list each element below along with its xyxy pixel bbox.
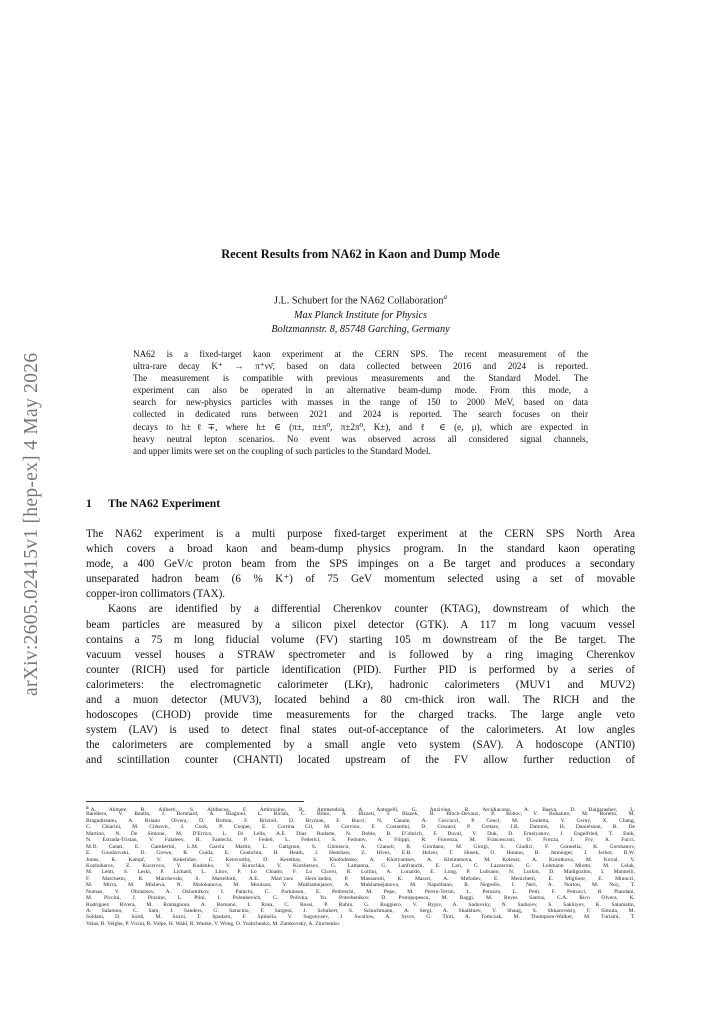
footnote-line: Jones, K. Kampf, V. Kekelidze, C. Kenworthy, D. Kereibay, S. Kholodenko, A. Khotyantsev, A. Kleimenova, M. Kolesar, A. Korotkova, M. Koval, V. (86, 856, 635, 863)
abstract-line: heavy neutral lepton scenarios. No event was observed across all considered signal channels, (133, 433, 588, 444)
footnote-marker: a (86, 805, 89, 811)
footnote-line: Kozhuharov, Z. Kucerova, Y. Kudenko, V. Kurochka, V. Kurshetsov, G. Lamanna, G. Lanfranchi, E. Lari, C. Lazzeroni, G. Lehmann Miotto, M. Lelak, (86, 862, 635, 869)
footnote-line: Numao, V. Obraztsov, A. Okhotnikov, I. Panichi, C. Parkinson, E. Pedreschi, M. Pepe, M. Perrin-Terrin, L. Peruzzo, L. Petit, F. Petrucci, R. Piandani, (86, 888, 635, 895)
body-text (86, 527, 635, 769)
body-line: which covers a broad kaon and beam-dump physics program. In the standard kaon operating (86, 543, 635, 556)
body-line: beam particles are measured by a silicon pixel detector (GTK). A 117 m long vacuum vessel (86, 618, 635, 631)
body-line: vacuum vessel houses a STRAW spectrometer and is followed by a ring imaging Cherenkov (86, 648, 635, 661)
footnote-line: C. Chiarini, M. Cirkovic, J. Cook, P. Cooper, E. Cortina Gil, M. Corvino, F. Costantini, D. Coward, P. Cretaro, J.B. Dainton, H. Danielsson, B. De (86, 824, 635, 831)
body-line: hodoscopes (CHOD) provide time measurements for the charged tracks. The large angle veto (86, 709, 635, 722)
footnote-line: Bragadireanu, A. Briano Olvera, D. Britton, F. Brizioli, D. Bryman, F. Bucci, N. Canale, A. Ceccucci, P. Cenci, M. Ceoletta, V. Cerny, X. Chang, (86, 817, 635, 824)
footnote-line: Soldani, D. Soldi, M. Sozzi, T. Spadaro, F. Spinella, V. Sugonyaev, J. Swallow, A. Sytov, G. Tinti, A. Tomczak, M. Thompson-Walker, M. Turisini, T. (86, 914, 635, 921)
body-line: copper-iron collimators (TAX). (86, 588, 226, 601)
body-line: system (LAV) is used to detect final states out-of-acceptance of the calorimeters. At low angles (86, 724, 635, 737)
body-line: and scintillation counter (CHANTI) located upstream of the FV allow further reduction of (86, 754, 635, 767)
abstract-line: search for new-physics particles with masses in the range of 150 to 2000 MeV, based on data (133, 397, 588, 408)
footnote-line: Martino, N. De Simone, M. D'Errico, L. Di Lella, A.E. Diaz Rodarte, N. Doble, B. D¨obrich, F. Duval, V. Duk, D. Emelyanov, J. Engelfried, T. Enik, (86, 830, 635, 837)
abstract-line: decays to h±ℓ∓, where h± ∈ (π±, π±π⁰, π±2π⁰, K±), and ℓ ∈ (e, μ), which are expected in (133, 421, 588, 432)
arxiv-identifier-text: arXiv:2605.02415v1 [hep-ex] 4 May 2026 (21, 352, 42, 696)
arxiv-identifier-stamp (21, 296, 45, 696)
abstract-line: NA62 is a fixed-target kaon experiment at the CERN SPS. The recent measurement of the (133, 349, 588, 359)
footnote-line: Rodriguez Rivera, M. Romagnoni, A. Romano, I. Rosa, C. Rossi, P. Rubin, G. Ruggiero, V. Ryjov, A. Sadovsky, N. Saduyev, S. Sakhiyev, K. Salamatin, (86, 901, 635, 908)
section-title: The NA62 Experiment (108, 497, 221, 510)
address: Boltzmannstr. 8, 85748 Garching, Germany (271, 324, 450, 336)
footnote-line: M. Mirra, M. Misheva, N. Molokanova, M. Moulson, Y. Mukhamejanov, A. Mukhamejanova, M. Napolitano, R. Negrello, I. Neri, A. Norton, M. Noy, T. (86, 882, 635, 889)
body-line: contains a 75 m long fiducial volume (FV) starting 105 m downstream of the Be target. The (86, 633, 635, 646)
footnote-line: F. Marchetto, R. Marchevski, S. Martellotti, A.E. Mart´ınez Hern´andez, P. Massarotti, K. Massri, A. Mefodev, E. Menichetti, E. Migliore, E. Minucci, (86, 875, 635, 882)
footnote-line: N. Estrada-Tristan, V. Falaleev, R. Fantechi, P. Fedeli, L. Federici, S. Fedotov, A. Filippi, R. Fiorenza, M. Francesconi, O. Frezza, J. Fry, A. Fucci, (86, 837, 635, 844)
body-line: calorimeters: the electromagnetic calorimeter (LKr), hadronic calorimeters (MUV1 and MUV2) (86, 678, 635, 691)
footnote-line: M.D. Galati, E. Gamberini, L.M. Garcia Martin, L. Gatignon, S. Ghinescu, A. Gianoli, R. Giordano, M. Giorgi, S. Giudici, F. Gonnella, K. Gorshanov, (86, 843, 635, 850)
footnote-line: A. Salamon, C. Sam, J. Sanders, G. Saracino, F. Sargeni, J. Schubert, S. Schuchmann, A. Sergi, A. Shaikhiev, V. Shaug, S. Shkarovskiy, F. Simula, M. (86, 908, 635, 914)
abstract (133, 348, 588, 457)
author-line (86, 290, 635, 309)
footnote-line: M. Lenti, S. Leski, P. Lichard, L. Litov, P. Lo Chiatto, F. Lo Cicero, R. Lollini, A. Lonardo, E. Long, P. Lubrano, N. Lurkin, D. Madigozhin, I. Mannelli, (86, 869, 635, 876)
affiliation: Max Planck Institute for Physics (294, 309, 427, 321)
abstract-line: ultra-rare decay K⁺ → π⁺νν̄, based on data collected between 2016 and 2024 is reported. (133, 361, 588, 372)
author-footnote-marker: a (443, 293, 447, 301)
footnote-line: M. Piccini, J. Pinzino, L. Plini, I. Polenkevich, C. Polivka, Yu. Potrebenikov, D. Protopopescu, M. Raggi, M. Reyes Santos, C.A. Rico Olvera, K. (86, 895, 635, 902)
footnote (86, 805, 635, 927)
footnote-line: Velas, B. Velghe, P. Vicini, R. Volpe, H. Wahl, R. Wanke, V. Wong, O. Yushchenko, M. Zamkovsky, A. Zinchenko. (86, 920, 341, 927)
abstract-line: collected in dedicated runs between 2021 and 2024 is reported. The search focuses on their (133, 409, 588, 420)
section-number: 1 (86, 497, 92, 510)
body-line: the calorimeters are complemented by a small angle veto system (SAV). A hodoscope (ANTI0) (86, 739, 635, 752)
footnote-rule (86, 801, 304, 802)
author-names: J.L. Schubert for the NA62 Collaboration (274, 295, 444, 307)
abstract-line: The measurement is compatible with previous measurements and the Standard Model. The (133, 373, 588, 384)
body-line: mode, a 400 GeV/c proton beam from the SPS impinges on a Be target and produces a secondary (86, 558, 635, 571)
body-line: Kaons are identified by a differential Cherenkov counter (KTAG), downstream of which the (108, 603, 635, 616)
section-heading (86, 497, 220, 510)
body-line: The NA62 experiment is a multi purpose fixed-target experiment at the CERN SPS North Area (86, 528, 635, 540)
body-line: and a muon detector (MUV3), located behind a 80 cm-thick iron wall. The RICH and the (86, 694, 635, 707)
footnote-line: Bandiera, V. Bautin, J. Bernhard, A. Biagioni, L. Bician, C. Biino, A. Bizzeti, T. Blazek, B. Bloch-Devaux, P. Boboc, V. Bonaiuto, M. Boretto, M. (86, 811, 635, 818)
abstract-line: experiment can also be operated in an alternative beam-dump mode. From this mode, a (133, 385, 588, 396)
body-line: counter (RICH) used for particle identification (PID). Further PID is performed by a series of (86, 663, 635, 676)
body-line: unseparated hadron beam (6 % K⁺) of 75 GeV momentum selected using a set of movable (86, 573, 635, 586)
footnote-line-text: A. Akmete, R. Aliberti, S. Altibocus, F. Ambrosino, R. Ammendola, A. Antonelli, G. Anzivino, R. Arcidiacono, A. Baeva, D. Baigarashev, L. (90, 807, 635, 813)
abstract-line: and upper limits were set on the coupling of such particles to the Standard Model. (133, 445, 431, 456)
paper-title: Recent Results from NA62 in Kaon and Dump Mode (221, 247, 500, 261)
author-block (86, 290, 635, 338)
footnote-line: E. Goudzovski, D. Grewe, R. Guida, E. Gushchin, H. Heath, J. Henshaw, Z. Hives, E.B. Holzer, T. Husek, O. Hutanu, B. Jenninger, J. Jerhot, B.W. (86, 850, 635, 857)
